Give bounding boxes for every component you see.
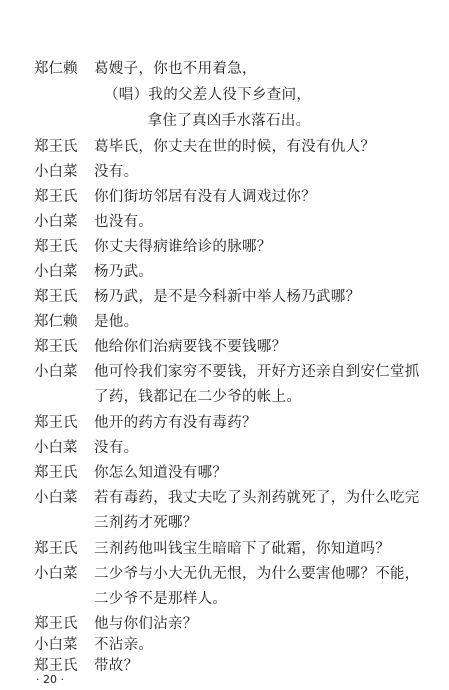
dialogue-text: 没有。	[94, 164, 139, 180]
speaker-name: 郑王氏	[34, 465, 78, 481]
dialogue-text: 你们街坊邻居有没有人调戏过你？	[94, 189, 316, 205]
speaker-name: 小白菜	[34, 164, 78, 180]
dialogue-text: 三剂药才死哪？	[94, 515, 198, 531]
speaker-name: 小白菜	[34, 637, 78, 653]
dialogue-text: 他可怜我们家穷不要钱，开好方还亲自到安仁堂抓	[94, 364, 420, 380]
dialogue-text: 二少爷与小大无仇无恨，为什么要害他哪？不能，	[94, 566, 420, 582]
dialogue-text: 杨乃武，是不是今科新中举人杨乃武哪？	[94, 289, 361, 305]
dialogue-text: 不沾亲。	[94, 637, 154, 653]
speaker-name: 郑王氏	[34, 658, 78, 674]
speaker-name: 郑王氏	[34, 339, 78, 355]
dialogue-text: 若有毒药，我丈夫吃了头剂药就死了，为什么吃完	[94, 490, 420, 506]
speaker-name: 郑王氏	[34, 239, 78, 255]
dialogue-text: 带故？	[94, 658, 139, 674]
speaker-name: 郑王氏	[34, 289, 78, 305]
dialogue-text: 他给你们治病要钱不要钱哪？	[94, 339, 287, 355]
dialogue-text: 葛嫂子，你也不用着急，	[94, 61, 257, 77]
dialogue-text: 三剂药他叫钱宝生暗暗下了砒霜，你知道吗？	[94, 541, 390, 557]
dialogue-text: 杨乃武。	[94, 264, 154, 280]
speaker-name: 郑仁赖	[34, 61, 78, 77]
dialogue-text: 你丈夫得病谁给诊的脉哪？	[94, 239, 272, 255]
speaker-name: 小白菜	[34, 440, 78, 456]
dialogue-text: 拿住了真凶手水落石出。	[118, 113, 311, 129]
dialogue-text: 他与你们沾亲？	[94, 616, 198, 632]
speaker-name: 小白菜	[34, 364, 78, 380]
page-number: · 20 ·	[36, 673, 64, 686]
dialogue-text: （唱）我的父差人役下乡查问，	[104, 87, 312, 103]
speaker-name: 郑王氏	[34, 189, 78, 205]
speaker-name: 小白菜	[34, 566, 78, 582]
dialogue-text: 你怎么知道没有哪？	[94, 465, 228, 481]
speaker-name: 小白菜	[34, 264, 78, 280]
dialogue-text: 也没有。	[94, 214, 154, 230]
dialogue-text: 葛毕氏，你丈夫在世的时候，有没有仇人？	[94, 139, 376, 155]
speaker-name: 郑仁赖	[34, 314, 78, 330]
speaker-name: 郑王氏	[34, 541, 78, 557]
dialogue-text: 了药，钱都记在二少爷的帐上。	[94, 389, 302, 405]
dialogue-text: 二少爷不是那样人。	[94, 591, 228, 607]
dialogue-text: 没有。	[94, 440, 139, 456]
speaker-name: 郑王氏	[34, 139, 78, 155]
speaker-name: 郑王氏	[34, 415, 78, 431]
dialogue-text: 是他。	[94, 314, 139, 330]
dialogue-text: 他开的药方有没有毒药？	[94, 415, 257, 431]
speaker-name: 郑王氏	[34, 616, 78, 632]
speaker-name: 小白菜	[34, 490, 78, 506]
speaker-name: 小白菜	[34, 214, 78, 230]
